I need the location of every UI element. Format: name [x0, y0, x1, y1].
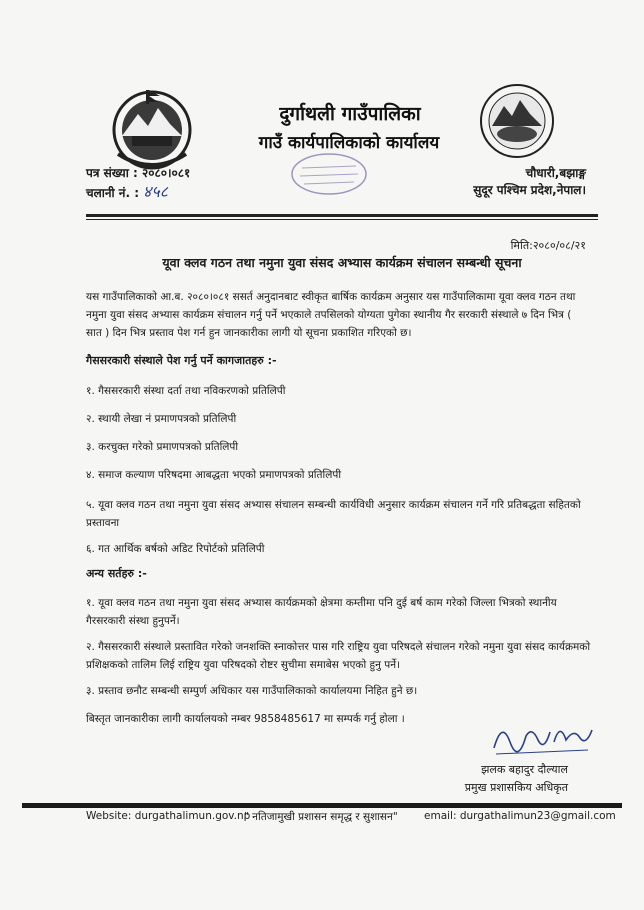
conditions-heading: अन्य सर्तहरु :-: [86, 567, 147, 580]
intro-paragraph: [86, 288, 598, 342]
intro-line: सात ) दिन भित्र प्रस्ताव पेश गर्न हुन जानकारीका लागी यो सूचना प्रकाशित गरिएको छ।: [86, 327, 412, 339]
footer-slogan: " नतिजामुखी प्रशासन समृद्ध र सुशासन": [244, 811, 398, 823]
nepal-emblem-icon: [108, 84, 196, 172]
document-item: [86, 466, 598, 484]
condition-item-text: प्रशिक्षकको तालिम लिई राष्ट्रिय युवा परिषदको रोष्टर सुचीमा समाबेस भएको हुनु पर्ने।: [86, 659, 401, 671]
document-item-text: ६. गत आर्थिक बर्षको अडिट रिपोर्टको प्रतिलिपी: [86, 543, 265, 555]
condition-item-text: १. यूवा क्लव गठन तथा नमुना युवा संसद अभ्यास कार्यक्रमको क्षेत्रमा कम्तीमा पनि दुई बर्ष काम गरेको जिल्ला भित्रको स्थानीय: [86, 597, 557, 609]
document-item-text: २. स्थायी लेखा नं प्रमाणपत्रको प्रतिलिपी: [86, 413, 237, 425]
office-subtitle: गाउँ कार्यपालिकाको कार्यालय: [258, 133, 440, 153]
footer-divider: [22, 803, 622, 808]
notice-date: मिति:२०८०/०८/२१: [510, 239, 586, 252]
document-item-text: प्रस्तावना: [86, 517, 120, 529]
intro-line: नमुना युवा संसद अभ्यास कार्यक्रम संचालन गर्नु पर्ने भएकाले तपसिलको योग्यता पुगेका स्थानीय गैर सरकारी संस्थाले ७ दिन भित्र (: [86, 309, 572, 321]
address-line-2: सुदूर पश्चिम प्रदेश,नेपाल।: [473, 183, 586, 197]
condition-item: [86, 682, 598, 700]
document-item: [86, 410, 598, 428]
footer-website: Website: durgathalimun.gov.np: [86, 810, 251, 822]
reference-number: [86, 164, 190, 181]
office-stamp-icon: [290, 152, 368, 196]
document-item-text: ४. समाज कल्याण परिषदमा आबद्धता भएको प्रमाणपत्रको प्रतिलिपी: [86, 469, 342, 481]
document-item-text: ५. यूवा क्लव गठन तथा नमुना युवा संसद अभ्यास संचालन सम्बन्धी कार्यविधी अनुसार कार्यक्रम संचालन गर्ने गरि प्रतिबद्धता सहितको: [86, 499, 581, 511]
municipality-logo-icon: [478, 82, 556, 160]
intro-line: यस गाउँपालिकाको आ.ब. २०८०।०८१ ससर्त अनुदानबाट स्वीकृत बार्षिक कार्यक्रम अनुसार यस गाउँपालिकामा यूवा क्लव गठन तथा: [86, 291, 576, 303]
document-item: [86, 382, 598, 400]
document-item-text: १. गैससरकारी संस्था दर्ता तथा नविकरणको प्रतिलिपी: [86, 385, 286, 397]
condition-item-text: ३. प्रस्ताव छनौट सम्बन्धी सम्पुर्ण अधिकार यस गाउँपालिकाको कार्यालयमा निहित हुने छ।: [86, 685, 418, 697]
signatory-title: प्रमुख प्रशासकिय अधिकृत: [464, 781, 568, 794]
document-item: [86, 496, 598, 532]
notice-subject: यूवा क्लव गठन तथा नमुना युवा संसद अभ्यास कार्यक्रम संचालन सम्बन्धी सूचना: [162, 255, 522, 270]
footer-email: email: durgathalimun23@gmail.com: [424, 810, 616, 822]
signature-icon: [488, 712, 598, 760]
header-divider: [86, 214, 598, 217]
header-divider-thin: [86, 219, 598, 220]
dispatch-value: ४५८: [143, 182, 168, 201]
document-item: [86, 438, 598, 456]
ref-label: पत्र संख्या :: [86, 166, 138, 180]
contact-line: बिस्तृत जानकारीका लागी कार्यालयको नम्बर 9858485617 मा सम्पर्क गर्नु होला ।: [86, 713, 405, 725]
dispatch-number: [86, 180, 168, 202]
documents-heading: गैससरकारी संस्थाले पेश गर्नु पर्ने कागजातहरु :-: [86, 354, 277, 367]
condition-item-text: गैरसरकारी संस्था हुनुपर्ने।: [86, 615, 180, 627]
condition-item: [86, 594, 598, 630]
office-name: दुर्गाथली गाउँपालिका: [279, 103, 421, 125]
address-line-1: चौधारी,बझाङ्ग: [525, 166, 586, 180]
document-item-text: ३. करचुक्त गरेको प्रमाणपत्रको प्रतिलिपी: [86, 441, 239, 453]
document-item: [86, 540, 598, 558]
condition-item-text: २. गैससरकारी संस्थाले प्रस्तावित गरेको जनशक्ति स्नाकोत्तर पास गरि राष्ट्रिय युवा परिषदले संचालन गरेको नमुना युवा संसद कार्यक्रमको: [86, 641, 591, 653]
dispatch-label: चलानी नं. :: [86, 186, 140, 200]
ref-value: २०८०।०८१: [141, 166, 191, 180]
condition-item: [86, 638, 598, 674]
signatory-name: झलक बहादुर दौल्याल: [481, 763, 568, 776]
